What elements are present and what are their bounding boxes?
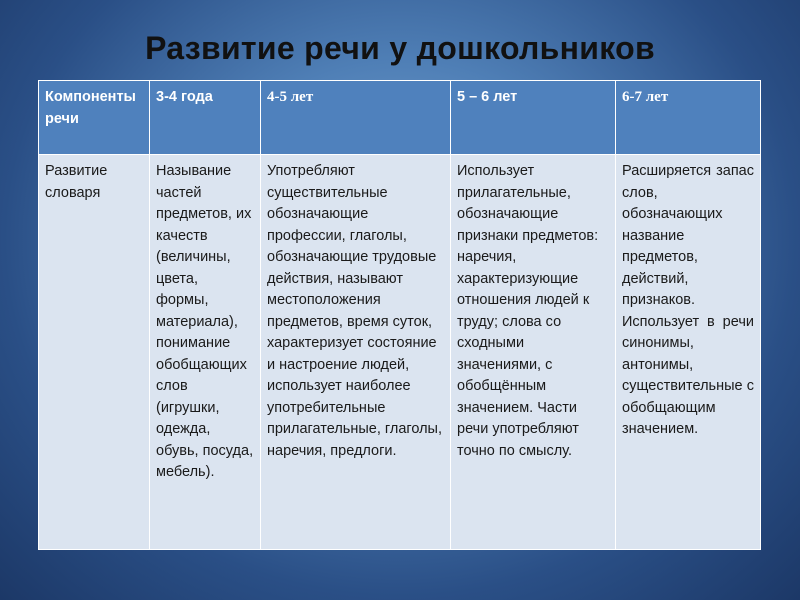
table-row: [39, 155, 761, 550]
cell-age-4-5: Употребляют существительные обозначающие профессии, глаголы, обозначающие трудовые действия, называют местоположения предметов, время суток, характеризует состояние и настроение людей, использует наиболее употребительные прилагательные, глаголы, наречия, предлоги.: [261, 155, 451, 550]
cell-age-5-6: Использует прилагательные, обозначающие признаки предметов: наречия, характеризующие отношения людей к труду; слова со сходными значениями, с обобщённым значением. Части речи употребляют точно по смыслу.: [451, 155, 616, 550]
header-speech-components: Компоненты речи: [39, 81, 150, 155]
slide-title: Развитие речи у дошкольников: [145, 30, 655, 66]
header-age-5-6: 5 – 6 лет: [451, 81, 616, 155]
cell-age-6-7: Расширяется запас слов, обозначающих название предметов, действий, признаков. Использует в речи синонимы, антонимы, существительные с обобщающим значением.: [616, 155, 761, 550]
cell-age-3-4: Называние частей предметов, их качеств (величины, цвета, формы, материала), понимание обобщающих слов (игрушки, одежда, обувь, посуда, мебель).: [150, 155, 261, 550]
row-label-vocabulary: Развитие словаря: [39, 155, 150, 550]
table-header-row: [39, 81, 761, 155]
header-age-4-5: 4-5 лет: [261, 81, 451, 155]
header-age-3-4: 3-4 года: [150, 81, 261, 155]
speech-development-table: [38, 80, 761, 550]
header-age-6-7: 6-7 лет: [616, 81, 761, 155]
